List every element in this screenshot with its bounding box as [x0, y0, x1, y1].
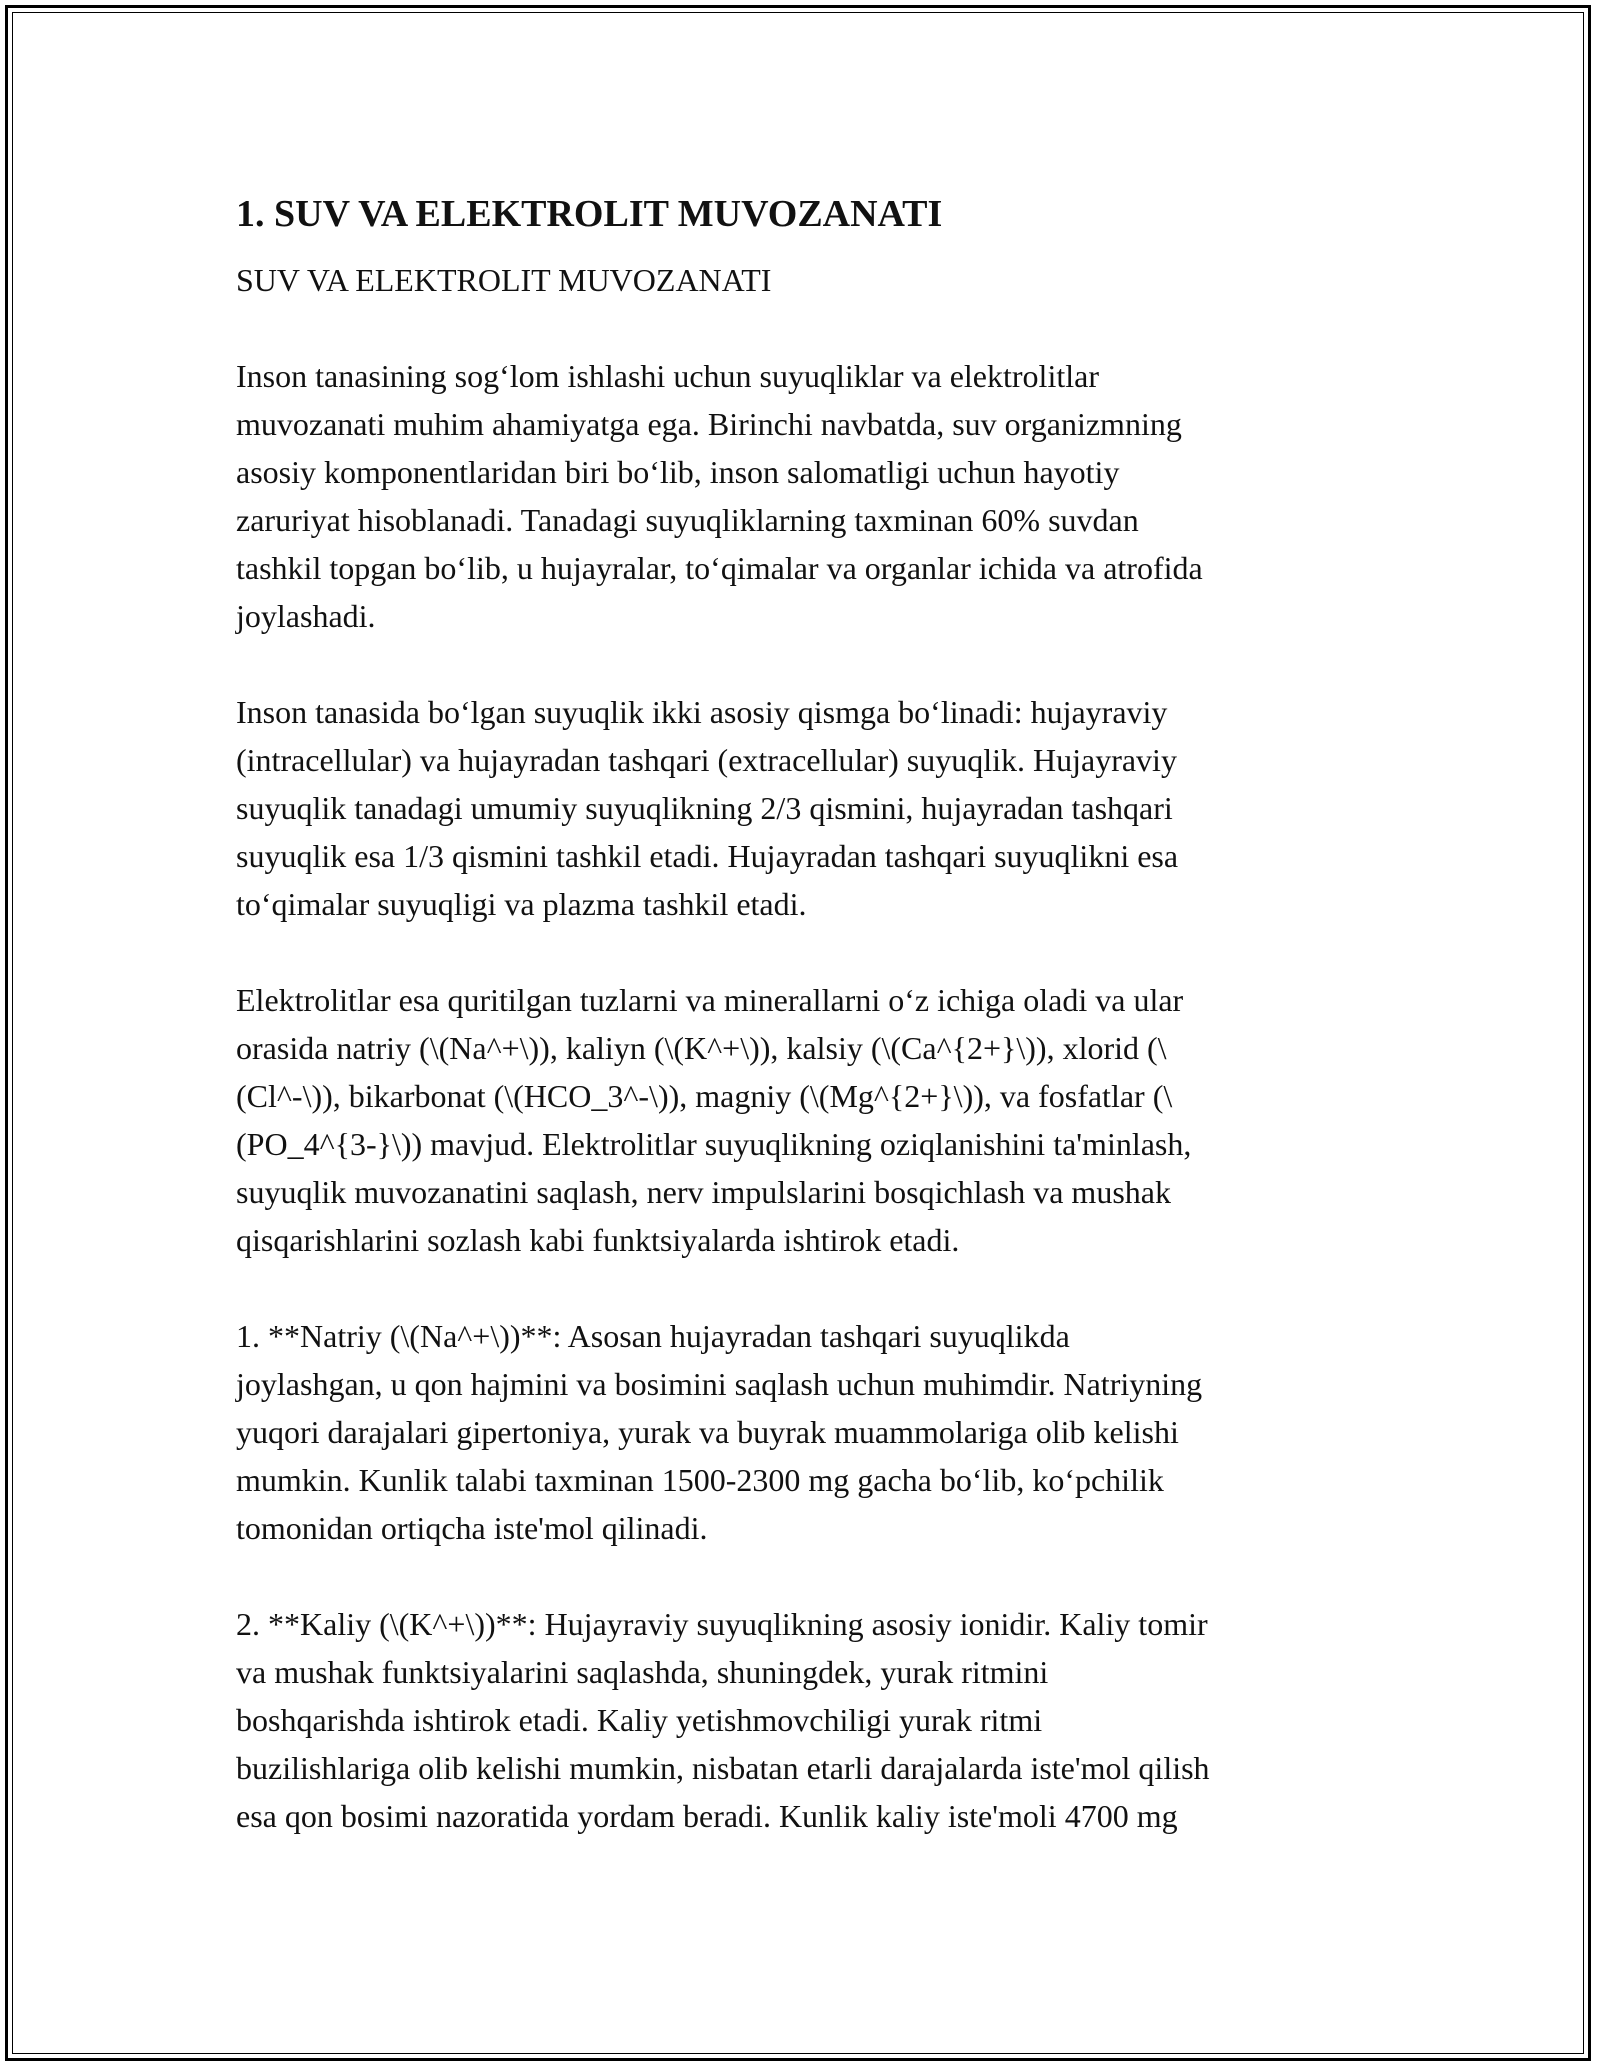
document-body — [236, 184, 1366, 1840]
text-line: zaruriyat hisoblanadi. Tanadagi suyuqliklarning taxminan 60% suvdan — [236, 502, 1139, 538]
text-line: esa qon bosimi nazoratida yordam beradi. Kunlik kaliy iste'moli 4700 mg — [236, 1798, 1178, 1834]
text-line: joylashgan, u qon hajmini va bosimini saqlash uchun muhimdir. Natriyning — [236, 1366, 1203, 1402]
text-line: to‘qimalar suyuqligi va plazma tashkil etadi. — [236, 886, 807, 922]
text-line: Inson tanasida bo‘lgan suyuqlik ikki asosiy qismga bo‘linadi: hujayraviy — [236, 694, 1168, 730]
paragraph-fluid-compartments — [236, 688, 1366, 928]
text-line: orasida natriy (\(Na^+\)), kaliyn (\(K^+\)), kalsiy (\(Ca^{2+}\)), xlorid (\ — [236, 1030, 1167, 1066]
text-line: (intracellular) va hujayradan tashqari (extracellular) suyuqlik. Hujayraviy — [236, 742, 1177, 778]
text-line: Elektrolitlar esa quritilgan tuzlarni va minerallarni o‘z ichiga oladi va ular — [236, 982, 1184, 1018]
text-line: asosiy komponentlaridan biri bo‘lib, inson salomatligi uchun hayotiy — [236, 454, 1120, 490]
text-line: (Cl^-\)), bikarbonat (\(HCO_3^-\)), magniy (\(Mg^{2+}\)), va fosfatlar (\ — [236, 1078, 1173, 1114]
paragraph-intro — [236, 352, 1366, 640]
text-line: tashkil topgan bo‘lib, u hujayralar, to‘qimalar va organlar ichida va atrofida — [236, 550, 1203, 586]
text-line: joylashadi. — [236, 598, 376, 634]
paragraph-sodium — [236, 1312, 1366, 1552]
text-line: suyuqlik tanadagi umumiy suyuqlikning 2/3 qismini, hujayradan tashqari — [236, 790, 1173, 826]
text-line: yuqori darajalari gipertoniya, yurak va buyrak muammolariga olib kelishi — [236, 1414, 1179, 1450]
text-line: va mushak funktsiyalarini saqlashda, shuningdek, yurak ritmini — [236, 1654, 1049, 1690]
text-line: Inson tanasining sog‘lom ishlashi uchun suyuqliklar va elektrolitlar — [236, 358, 1099, 394]
text-line: buzilishlariga olib kelishi mumkin, nisbatan etarli darajalarda iste'mol qilish — [236, 1750, 1210, 1786]
paragraph-potassium — [236, 1600, 1366, 1840]
paragraph-electrolytes — [236, 976, 1366, 1264]
text-line: suyuqlik esa 1/3 qismini tashkil etadi. Hujayradan tashqari suyuqlikni esa — [236, 838, 1179, 874]
text-line: mumkin. Kunlik talabi taxminan 1500-2300 mg gacha bo‘lib, ko‘pchilik — [236, 1462, 1164, 1498]
text-line: boshqarishda ishtirok etadi. Kaliy yetishmovchiligi yurak ritmi — [236, 1702, 1043, 1738]
text-line: (PO_4^{3-}\)) mavjud. Elektrolitlar suyuqlikning oziqlanishini ta'minlash, — [236, 1126, 1192, 1162]
text-line: muvozanati muhim ahamiyatga ega. Birinchi navbatda, suv organizmning — [236, 406, 1182, 442]
text-line: 2. **Kaliy (\(K^+\))**: Hujayraviy suyuqlikning asosiy ionidir. Kaliy tomir — [236, 1606, 1208, 1642]
document-heading: 1. SUV VA ELEKTROLIT MUVOZANATI — [236, 193, 943, 235]
text-line: qisqarishlarini sozlash kabi funktsiyalarda ishtirok etadi. — [236, 1222, 960, 1258]
document-subheading: SUV VA ELEKTROLIT MUVOZANATI — [236, 262, 772, 298]
text-line: suyuqlik muvozanatini saqlash, nerv impulslarini bosqichlash va mushak — [236, 1174, 1171, 1210]
text-line: tomonidan ortiqcha iste'mol qilinadi. — [236, 1510, 708, 1546]
text-line: 1. **Natriy (\(Na^+\))**: Asosan hujayradan tashqari suyuqlikda — [236, 1318, 1070, 1354]
